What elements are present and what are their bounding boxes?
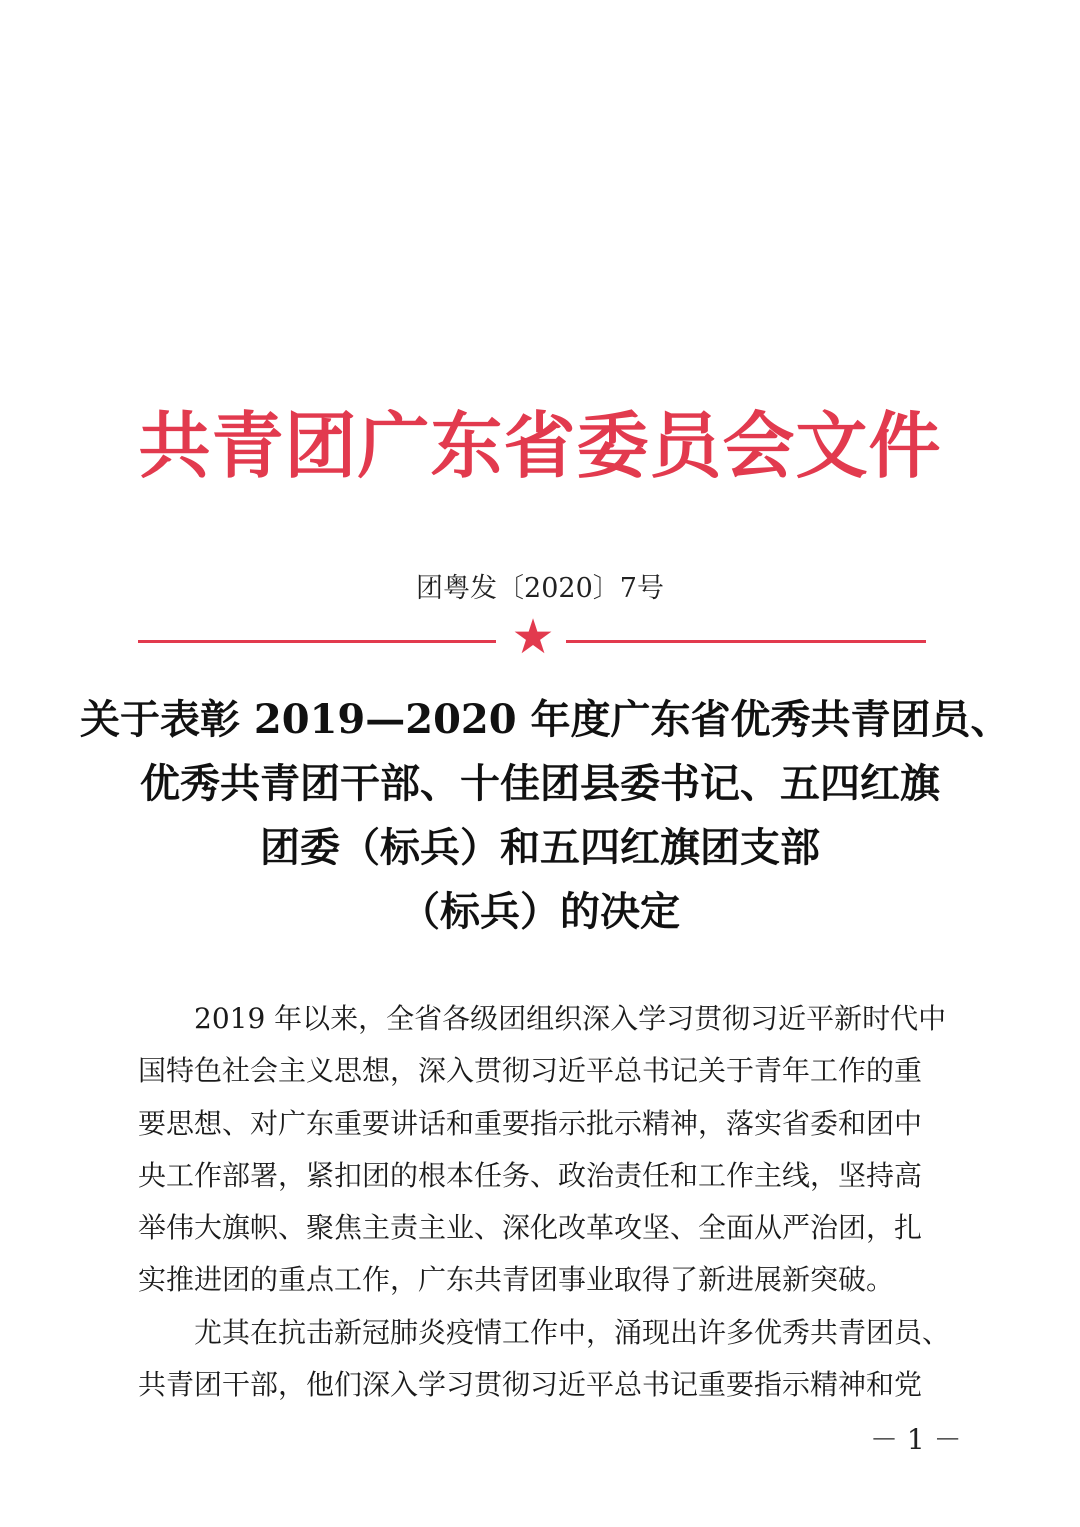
body-line: 央工作部署，紧扣团的根本任务、政治责任和工作主线，坚持高 bbox=[138, 1158, 923, 1192]
red-rule-left bbox=[138, 640, 496, 643]
body-line: 2019 年以来，全省各级团组织深入学习贯彻习近平新时代中 bbox=[138, 1002, 947, 1035]
body-line: 实推进团的重点工作，广东共青团事业取得了新进展新突破。 bbox=[138, 1263, 895, 1297]
body-line: 要思想、对广东重要讲话和重要指示批示精神，落实省委和团中 bbox=[138, 1106, 923, 1140]
page-number: － 1 － bbox=[870, 1423, 962, 1456]
red-rule-right bbox=[566, 640, 926, 643]
title-line: 关于表彰 2019—2020 年度广东省优秀共青团员、 bbox=[80, 696, 1011, 743]
title-line: 团委（标兵）和五四红旗团支部 bbox=[260, 824, 820, 871]
body-line: 共青团干部，他们深入学习贯彻习近平总书记重要指示精神和党 bbox=[138, 1368, 923, 1402]
title-line: （标兵）的决定 bbox=[400, 888, 680, 935]
document-title bbox=[80, 688, 1011, 944]
document-number: 团粤发〔2020〕7号 bbox=[416, 573, 664, 604]
body-line: 尤其在抗击新冠肺炎疫情工作中，涌现出许多优秀共青团员、 bbox=[138, 1315, 951, 1349]
star-icon: ★ bbox=[511, 609, 555, 665]
body-line: 国特色社会主义思想，深入贯彻习近平总书记关于青年工作的重 bbox=[138, 1054, 923, 1088]
title-line: 优秀共青团干部、十佳团县委书记、五四红旗 bbox=[140, 760, 940, 807]
issuer-header-title: 共青团广东省委员会文件 bbox=[138, 404, 942, 488]
body-text bbox=[138, 993, 951, 1411]
body-line: 举伟大旗帜、聚焦主责主业、深化改革攻坚、全面从严治团，扎 bbox=[138, 1211, 923, 1245]
